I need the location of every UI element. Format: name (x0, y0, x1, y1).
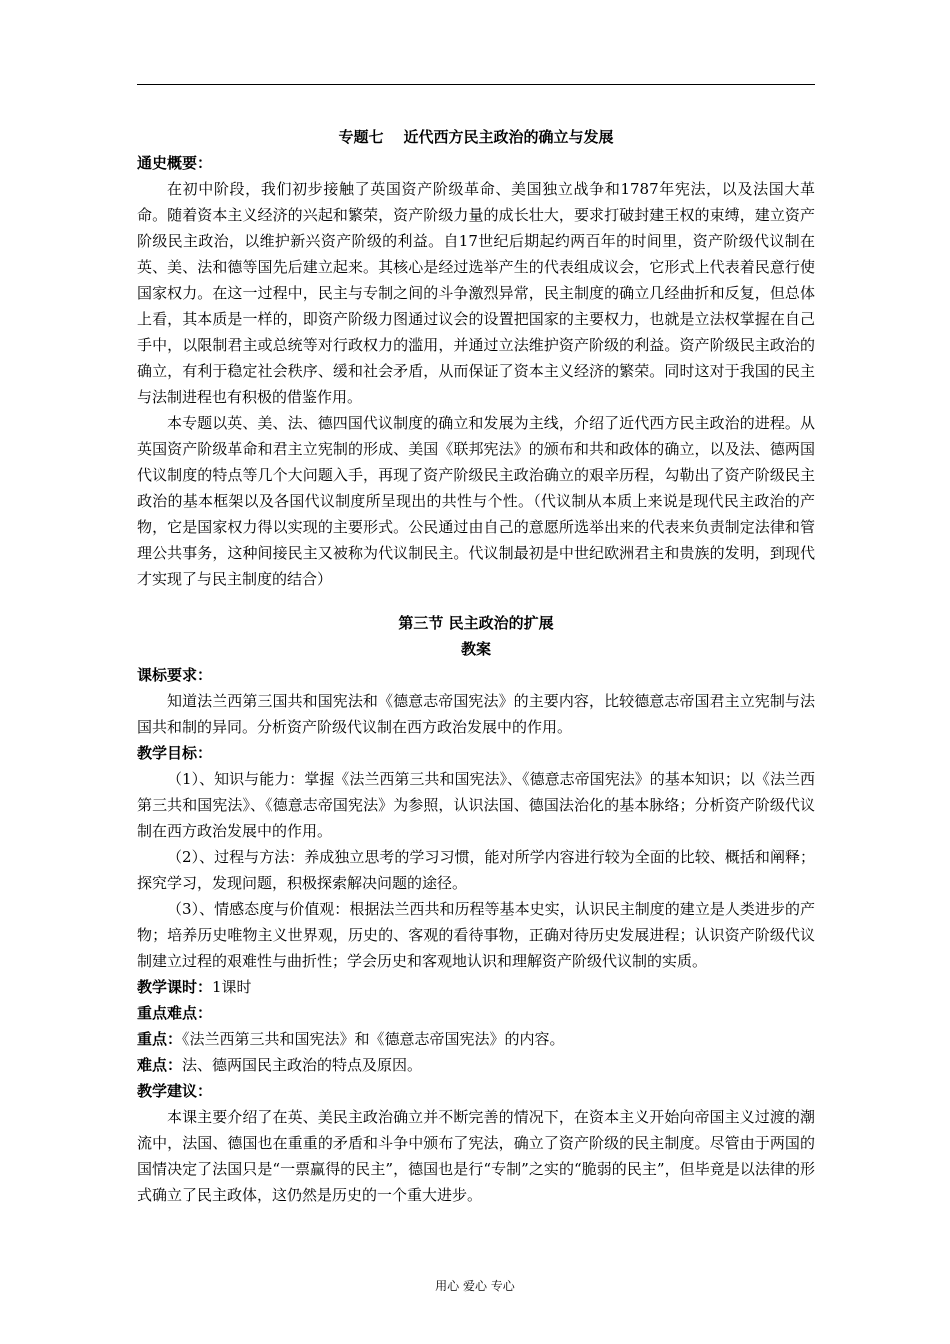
goal-1: （1）、知识与能力：掌握《法兰西第三共和国宪法》、《德意志帝国宪法》的基本知识；以《法兰西第三共和国宪法》、《德意志帝国宪法》为参照，认识法国、德国法治化的基本脉络；分析资产阶级代议制在西方政治发展中的作用。 (137, 770, 815, 840)
section-title: 第三节 民主政治的扩展 (398, 614, 554, 632)
page-footer: 用心 爱心 专心 (435, 1279, 515, 1293)
topic-title (137, 124, 815, 150)
hours-label: 教学课时： (137, 978, 213, 996)
section-spacer (137, 592, 815, 610)
topic-subtitle: 近代西方民主政治的确立与发展 (403, 128, 614, 146)
document-body (137, 124, 815, 1208)
topic-number: 专题七 (338, 128, 384, 146)
advice-text: 本课主要介绍了在英、美民主政治确立并不断完善的情况下，在资本主义开始向帝国主义过渡的潮流中，法国、德国也在重重的矛盾和斗争中颁布了宪法，确立了资产阶级的民主制度。尽管由于两国的国情决定了法国只是“一票赢得的民主”，德国也是行“专制”之实的“脆弱的民主”，但毕竟是以法律的形式确立了民主政体，这仍然是历史的一个重大进步。 (137, 1108, 815, 1204)
difficulty-label: 难点： (137, 1056, 183, 1074)
difficulty-line (137, 1052, 815, 1078)
section-subtitle: 教案 (460, 640, 491, 658)
goal-3: （3）、情感态度与价值观：根据法兰西共和历程等基本史实，认识民主制度的建立是人类进步的产物；培养历史唯物主义世界观，历史的、客观的看待事物，正确对待历史发展进程；认识资产阶级代议制建立过程的艰难性与曲折性；学会历史和客观地认识和理解资产阶级代议制的实质。 (137, 900, 815, 970)
hours-line (137, 974, 815, 1000)
key-value: 《法兰西第三共和国宪法》和《德意志帝国宪法》的内容。 (182, 1030, 565, 1048)
goal-2: （2）、过程与方法：养成独立思考的学习习惯，能对所学内容进行较为全面的比较、概括和阐释；探究学习，发现问题，积极探索解决问题的途径。 (137, 848, 815, 892)
standard-text: 知道法兰西第三国共和国宪法和《德意志帝国宪法》的主要内容，比较德意志帝国君主立宪制与法国共和制的异同。分析资产阶级代议制在西方政治发展中的作用。 (137, 692, 815, 736)
key-line (137, 1026, 815, 1052)
advice-heading: 教学建议： (137, 1082, 213, 1100)
overview-paragraph-2: 本专题以英、美、法、德四国代议制度的确立和发展为主线，介绍了近代西方民主政治的进程。从英国资产阶级革命和君主立宪制的形成、美国《联邦宪法》的颁布和共和政体的确立，以及法、德两国代议制度的特点等几个大问题入手，再现了资产阶级民主政治确立的艰辛历程，勾勒出了资产阶级民主政治的基本框架以及各国代议制度所呈现出的共性与个性。（代议制从本质上来说是现代民主政治的产物，它是国家权力得以实现的主要形式。公民通过由自己的意愿所选举出来的代表来负责制定法律和管理公共事务，这种间接民主又被称为代议制民主。代议制最初是中世纪欧洲君主和贵族的发明，到现代才实现了与民主制度的结合） (137, 414, 815, 588)
key-heading: 重点难点： (137, 1004, 213, 1022)
overview-heading: 通史概要： (137, 154, 213, 172)
header-rule (137, 84, 815, 85)
hours-value: 1课时 (212, 978, 252, 996)
goals-heading: 教学目标： (137, 744, 213, 762)
key-label: 重点： (137, 1030, 183, 1048)
difficulty-value: 法、德两国民主政治的特点及原因。 (182, 1056, 423, 1074)
standard-heading: 课标要求： (137, 666, 213, 684)
overview-paragraph-1: 在初中阶段，我们初步接触了英国资产阶级革命、美国独立战争和1787年宪法，以及法国大革命。随着资本主义经济的兴起和繁荣，资产阶级力量的成长壮大，要求打破封建王权的束缚，建立资产阶级民主政治，以维护新兴资产阶级的利益。自17世纪后期起约两百年的时间里，资产阶级代议制在英、美、法和德等国先后建立起来。其核心是经过选举产生的代表组成议会，它形式上代表着民意行使国家权力。在这一过程中，民主与专制之间的斗争激烈异常，民主制度的确立几经曲折和反复，但总体上看，其本质是一样的，即资产阶级力图通过议会的设置把国家的主要权力，也就是立法权掌握在自己手中，以限制君主或总统等对行政权力的滥用，并通过立法维护资产阶级的利益。资产阶级民主政治的确立，有利于稳定社会秩序、缓和社会矛盾，从而保证了资本主义经济的繁荣。同时这对于我国的民主与法制进程也有积极的借鉴作用。 (137, 180, 815, 406)
